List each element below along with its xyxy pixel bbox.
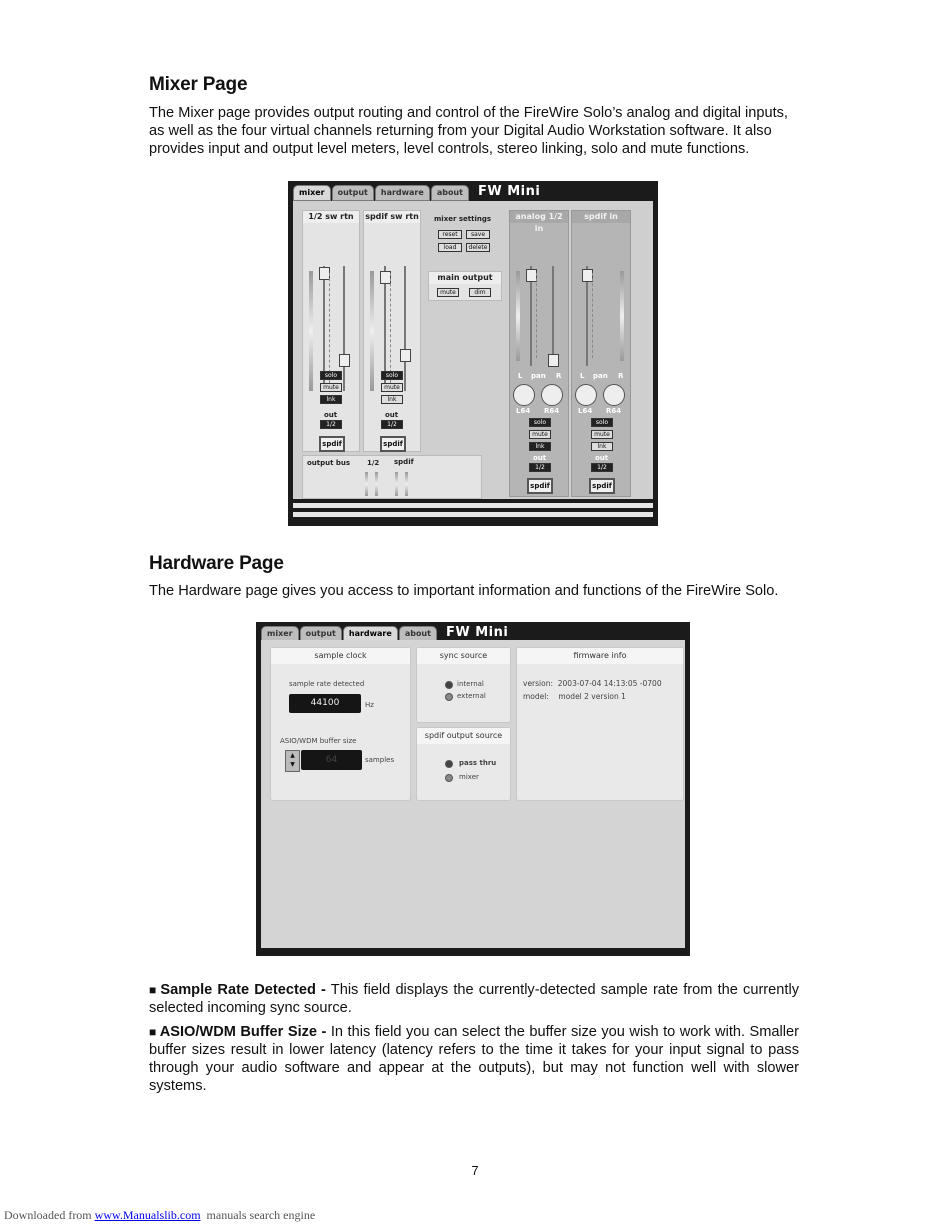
mute-button[interactable]: mute (437, 288, 459, 297)
solo-button[interactable]: solo (320, 371, 342, 380)
sample-rate-label: sample rate detected (289, 680, 365, 688)
radio-mixer[interactable] (445, 774, 453, 782)
level-meter (620, 271, 624, 361)
spdif-button[interactable]: spdif (527, 478, 553, 494)
level-meter (516, 271, 520, 361)
out-select[interactable]: 1/2 (320, 420, 342, 429)
bus-meter (405, 472, 408, 496)
status-bar (293, 512, 653, 517)
output-bus-col-spdif: spdif (394, 458, 414, 466)
mixer-label: mixer (459, 773, 479, 781)
fader-handle[interactable] (548, 354, 559, 367)
pan-right-value: R64 (544, 407, 560, 415)
level-meter (370, 271, 374, 391)
fader-track (343, 266, 345, 391)
spdif-output-source-title: spdif output source (417, 728, 510, 744)
sync-source-title: sync source (417, 648, 510, 664)
output-bus-col-1-2: 1/2 (367, 459, 380, 467)
bullet-square-icon: ■ (149, 1025, 157, 1039)
pan-left-value: L64 (578, 407, 593, 415)
tab-output[interactable]: output (332, 185, 374, 201)
fader-scale (390, 273, 411, 383)
fader-handle[interactable] (339, 354, 350, 367)
pan-right-label: R (618, 372, 624, 380)
buffer-size-unit: samples (365, 756, 395, 764)
mixer-settings-title: mixer settings (434, 215, 492, 223)
out-select[interactable]: 1/2 (591, 463, 613, 472)
link-button[interactable]: lnk (529, 442, 551, 451)
output-bus-box (302, 455, 482, 499)
hardware-page-description: The Hardware page gives you access to important information and functions of the FireWire Solo. (149, 583, 779, 599)
strip-title: spdif sw rtn (365, 212, 419, 221)
out-select[interactable]: 1/2 (529, 463, 551, 472)
pan-left-value: L64 (516, 407, 531, 415)
firmware-version: version: 2003-07-04 14:13:05 -0700 (523, 679, 662, 688)
bullet-term: ASIO/WDM Buffer Size - (159, 1024, 327, 1040)
fw-mini-logo: FW Mini (445, 625, 509, 640)
strip-title: spdif in (572, 211, 630, 223)
tab-output[interactable]: output (300, 626, 342, 642)
sample-clock-box (270, 647, 411, 801)
out-label: out (385, 411, 399, 419)
footer-prefix: Downloaded from (4, 1208, 95, 1222)
hardware-tab-bar (261, 626, 508, 641)
bullet-text: This field displays the currently-detected sample rate from the currently selected incoming sync source. (149, 982, 799, 1016)
bullet-square-icon: ■ (149, 983, 158, 997)
spdif-output-source-box (416, 727, 511, 801)
link-button[interactable]: lnk (320, 395, 342, 404)
pan-right-value: R64 (606, 407, 622, 415)
tab-hardware[interactable]: hardware (343, 626, 398, 642)
footer-link[interactable]: www.Manualslib.com (94, 1208, 201, 1222)
pan-label: pan (593, 372, 608, 380)
tab-about[interactable]: about (431, 185, 469, 201)
bullet-buffer-size (149, 1023, 799, 1095)
tab-mixer[interactable]: mixer (293, 185, 331, 201)
mixer-page-description: The Mixer page provides output routing and control of the FireWire Solo’s analog and digital inputs, as well as the four virtual channels returning from your Digital Audio Workstation software. It also provides input and output level meters, level controls, stereo linking, solo and mute functions. (149, 105, 788, 157)
buffer-size-label: ASIO/WDM buffer size (280, 737, 357, 745)
solo-button[interactable]: solo (381, 371, 403, 380)
link-button[interactable]: lnk (381, 395, 403, 404)
fader-handle[interactable] (400, 349, 411, 362)
out-select[interactable]: 1/2 (381, 420, 403, 429)
link-button[interactable]: lnk (591, 442, 613, 451)
firmware-model: model: model 2 version 1 (523, 692, 626, 701)
mixer-tab-bar (293, 185, 540, 200)
output-bus-title: output bus (307, 459, 351, 467)
bullet-text: In this field you can select the buffer size you wish to work with. Smaller buffer sizes result in lower latency (latency refers to the time it takes for your input signal to pass through your audio software and appear at the outputs), but may not function well with slower systems. (149, 1024, 799, 1094)
bullet-sample-rate (149, 981, 799, 1017)
pan-left-label: L (580, 372, 585, 380)
spdif-button[interactable]: spdif (319, 436, 345, 452)
mute-button[interactable]: mute (381, 383, 403, 392)
bus-meter (395, 472, 398, 496)
strip-analog-1-2-in (509, 210, 569, 497)
hardware-page-heading: Hardware Page (149, 553, 284, 574)
pan-left-knob[interactable] (575, 384, 597, 406)
out-label: out (324, 411, 338, 419)
sample-clock-title: sample clock (271, 648, 410, 664)
tab-mixer[interactable]: mixer (261, 626, 299, 642)
pan-left-knob[interactable] (513, 384, 535, 406)
bullet-term: Sample Rate Detected - (160, 982, 326, 998)
sample-rate-unit: Hz (365, 701, 374, 709)
bus-meter (375, 472, 378, 496)
mute-button[interactable]: mute (591, 430, 613, 439)
strip-spdif-sw-rtn (363, 210, 421, 452)
firmware-info-title: firmware info (517, 648, 683, 664)
sync-external-label: external (457, 692, 486, 700)
solo-button[interactable]: solo (529, 418, 551, 427)
tab-about[interactable]: about (399, 626, 437, 642)
reset-button[interactable]: reset (438, 230, 462, 239)
buffer-size-display[interactable]: 64 (301, 750, 362, 770)
spdif-button[interactable]: spdif (589, 478, 615, 494)
strip-1-2-sw-rtn (302, 210, 360, 452)
sync-source-box (416, 647, 511, 723)
mixer-screenshot (288, 181, 658, 526)
sample-rate-display: 44100 (289, 694, 361, 713)
scrollbar-track[interactable] (293, 503, 653, 508)
fader-track (404, 266, 406, 391)
fw-mini-logo: FW Mini (477, 184, 541, 199)
mute-button[interactable]: mute (320, 383, 342, 392)
delete-button[interactable]: delete (466, 243, 490, 252)
pan-left-label: L (518, 372, 523, 380)
firmware-info-box (516, 647, 684, 801)
save-button[interactable]: save (466, 230, 490, 239)
tab-hardware[interactable]: hardware (375, 185, 430, 201)
dim-button[interactable]: dim (469, 288, 491, 297)
hardware-panel (261, 640, 685, 948)
strip-title: analog 1/2 in (510, 211, 568, 223)
sync-internal-label: internal (457, 680, 484, 688)
radio-pass-thru[interactable] (445, 760, 453, 768)
main-output-title: main output (429, 272, 501, 284)
strip-spdif-in (571, 210, 631, 497)
hardware-screenshot (256, 622, 690, 956)
fader-track (552, 266, 554, 366)
main-output-box (428, 271, 502, 301)
radio-external[interactable] (445, 693, 453, 701)
buffer-size-stepper[interactable]: ▲ ▼ (285, 750, 300, 772)
strip-title: 1/2 sw rtn (303, 211, 359, 223)
load-button[interactable]: load (438, 243, 462, 252)
mixer-page-heading: Mixer Page (149, 74, 248, 95)
spdif-button[interactable]: spdif (380, 436, 406, 452)
level-meter (309, 271, 313, 391)
out-label: out (595, 454, 609, 462)
pan-right-knob[interactable] (541, 384, 563, 406)
page-number: 7 (471, 1163, 479, 1178)
pan-label: pan (531, 372, 546, 380)
radio-internal[interactable] (445, 681, 453, 689)
out-label: out (533, 454, 547, 462)
pan-right-label: R (556, 372, 562, 380)
mixer-panel (293, 201, 653, 499)
bus-meter (365, 472, 368, 496)
mute-button[interactable]: mute (529, 430, 551, 439)
fader-scale (592, 273, 613, 358)
pan-right-knob[interactable] (603, 384, 625, 406)
solo-button[interactable]: solo (591, 418, 613, 427)
pass-thru-label: pass thru (459, 759, 497, 767)
footer-suffix: manuals search engine (200, 1208, 316, 1222)
footer (4, 1208, 315, 1223)
